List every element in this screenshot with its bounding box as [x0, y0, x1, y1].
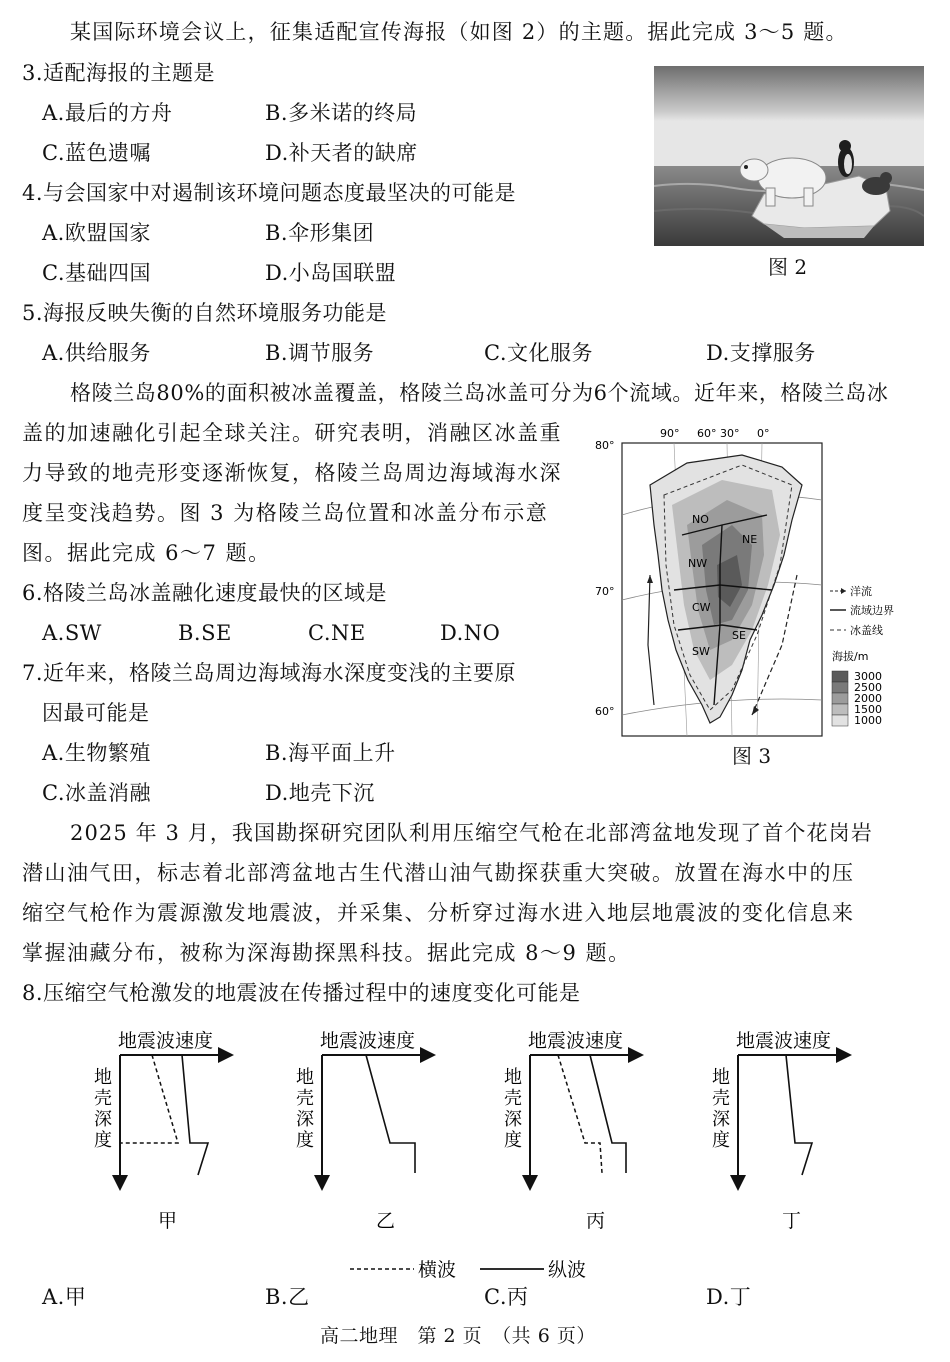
q7-stem: 7.近年来，格陵兰岛周边海域海水深度变浅的主要原 [22, 661, 517, 685]
q6-stem: 6.格陵兰岛冰盖融化速度最快的区域是 [22, 581, 388, 605]
intro-6-7-line1: 格陵兰岛80%的面积被冰盖覆盖，格陵兰岛冰盖可分为6个流域。近年来，格陵兰岛冰 [70, 381, 889, 405]
q4-option-a[interactable]: A.欧盟国家 [42, 221, 151, 245]
legend-transverse: 横波 [418, 1259, 457, 1281]
region-label-nw: NW [688, 557, 708, 570]
legend-current: 洋流 [850, 585, 872, 598]
chart-jia [94, 1030, 230, 1232]
svg-text:深: 深 [712, 1109, 730, 1130]
region-label-sw: SW [692, 645, 710, 658]
q7-stem-cont: 因最可能是 [42, 701, 150, 725]
svg-text:2500: 2500 [854, 681, 882, 694]
page-footer: 高二地理 第 2 页 （共 6 页） [320, 1325, 596, 1347]
lat-label-80: 80° [595, 439, 615, 452]
svg-text:地: 地 [296, 1067, 314, 1088]
q7-option-b[interactable]: B.海平面上升 [265, 741, 396, 765]
svg-text:度: 度 [296, 1130, 314, 1151]
q5-stem: 5.海报反映失衡的自然环境服务功能是 [22, 301, 388, 325]
q6-option-b[interactable]: B.SE [178, 621, 232, 645]
intro-6-7-line3: 力导致的地壳形变逐渐恢复，格陵兰岛周边海域海水深 [22, 461, 562, 485]
lat-label-70: 70° [595, 585, 615, 598]
svg-text:地: 地 [94, 1067, 112, 1088]
svg-text:度: 度 [712, 1130, 730, 1151]
q8-option-c[interactable]: C.丙 [484, 1285, 529, 1309]
chart-name-yi: 乙 [376, 1210, 396, 1232]
region-label-se: SE [732, 629, 746, 642]
region-label-ne: NE [742, 533, 758, 546]
svg-text:3000: 3000 [854, 670, 882, 683]
intro-8-9-line1: 2025 年 3 月，我国勘探研究团队利用压缩空气枪在北部湾盆地发现了首个花岗岩 [70, 821, 873, 845]
q5-option-a[interactable]: A.供给服务 [42, 341, 151, 365]
svg-text:壳: 壳 [504, 1088, 522, 1109]
q5-option-d[interactable]: D.支撑服务 [706, 341, 816, 365]
svg-text:1000: 1000 [854, 714, 882, 727]
q8-stem: 8.压缩空气枪激发的地震波在传播过程中的速度变化可能是 [22, 981, 581, 1005]
svg-text:地震波速度: 地震波速度 [118, 1030, 214, 1052]
intro-6-7-line5: 图。据此完成 6～7 题。 [22, 541, 271, 565]
svg-text:地震波速度: 地震波速度 [736, 1030, 832, 1052]
svg-text:深: 深 [94, 1109, 112, 1130]
svg-text:地: 地 [712, 1067, 730, 1088]
q7-option-d[interactable]: D.地壳下沉 [265, 781, 375, 805]
svg-text:深: 深 [296, 1109, 314, 1130]
lon-label-90: 90° [660, 427, 680, 440]
intro-6-7-line2: 盖的加速融化引起全球关注。研究表明，消融区冰盖重 [22, 421, 562, 445]
q6-option-c[interactable]: C.NE [308, 621, 366, 645]
q3-option-c[interactable]: C.蓝色遗嘱 [42, 141, 151, 165]
q3-option-b[interactable]: B.多米诺的终局 [265, 101, 418, 125]
intro-3-5: 某国际环境会议上，征集适配宣传海报（如图 2）的主题。据此完成 3～5 题。 [70, 20, 848, 44]
svg-text:地震波速度: 地震波速度 [320, 1030, 416, 1052]
legend-boundary: 流域边界 [850, 604, 894, 617]
wave-legend [348, 1255, 608, 1283]
lat-label-60: 60° [595, 705, 615, 718]
wave-charts [80, 1025, 880, 1235]
q4-option-b[interactable]: B.伞形集团 [265, 221, 375, 245]
q5-option-b[interactable]: B.调节服务 [265, 341, 375, 365]
q4-option-d[interactable]: D.小岛国联盟 [265, 261, 397, 285]
svg-text:深: 深 [504, 1109, 522, 1130]
chart-yi [296, 1030, 432, 1232]
intro-8-9-line4: 掌握油藏分布，被称为深海勘探黑科技。据此完成 8～9 题。 [22, 941, 631, 965]
chart-name-ding: 丁 [782, 1210, 802, 1232]
legend-elev-title: 海拔/m [832, 650, 869, 663]
greenland-map [592, 425, 932, 740]
poster-photo [654, 66, 924, 246]
lon-label-0: 0° [757, 427, 770, 440]
svg-text:地: 地 [504, 1067, 522, 1088]
chart-bing [504, 1030, 640, 1232]
fig2-caption: 图 2 [768, 255, 808, 279]
region-label-cw: CW [692, 601, 711, 614]
q8-option-d[interactable]: D.丁 [706, 1285, 752, 1309]
q5-option-c[interactable]: C.文化服务 [484, 341, 593, 365]
svg-text:度: 度 [504, 1130, 522, 1151]
legend-iceline: 冰盖线 [850, 624, 883, 637]
region-label-no: NO [692, 513, 709, 526]
svg-text:壳: 壳 [712, 1088, 730, 1109]
q4-option-c[interactable]: C.基础四国 [42, 261, 151, 285]
svg-text:度: 度 [94, 1130, 112, 1151]
chart-name-bing: 丙 [586, 1210, 606, 1232]
legend-longitudinal: 纵波 [548, 1259, 587, 1281]
q7-option-c[interactable]: C.冰盖消融 [42, 781, 151, 805]
svg-text:1500: 1500 [854, 703, 882, 716]
q6-option-d[interactable]: D.NO [440, 621, 501, 645]
chart-ding [712, 1030, 848, 1232]
q3-option-d[interactable]: D.补天者的缺席 [265, 141, 418, 165]
svg-text:地震波速度: 地震波速度 [528, 1030, 624, 1052]
svg-text:2000: 2000 [854, 692, 882, 705]
q3-option-a[interactable]: A.最后的方舟 [42, 101, 173, 125]
svg-text:壳: 壳 [94, 1088, 112, 1109]
svg-text:壳: 壳 [296, 1088, 314, 1109]
intro-8-9-line3: 缩空气枪作为震源激发地震波，并采集、分析穿过海水进入地层地震波的变化信息来 [22, 901, 855, 925]
chart-name-jia: 甲 [158, 1210, 178, 1232]
q7-option-a[interactable]: A.生物繁殖 [42, 741, 151, 765]
fig3-caption: 图 3 [732, 744, 772, 768]
intro-6-7-line4: 度呈变浅趋势。图 3 为格陵兰岛位置和冰盖分布示意 [22, 501, 549, 525]
lon-label-60-30: 60° 30° [697, 427, 740, 440]
q3-stem: 3.适配海报的主题是 [22, 61, 216, 85]
q8-option-a[interactable]: A.甲 [42, 1285, 87, 1309]
q8-option-b[interactable]: B.乙 [265, 1285, 310, 1309]
intro-8-9-line2: 潜山油气田，标志着北部湾盆地古生代潜山油气勘探获重大突破。放置在海水中的压 [22, 861, 855, 885]
q4-stem: 4.与会国家中对遏制该环境问题态度最坚决的可能是 [22, 181, 517, 205]
q6-option-a[interactable]: A.SW [42, 621, 102, 645]
